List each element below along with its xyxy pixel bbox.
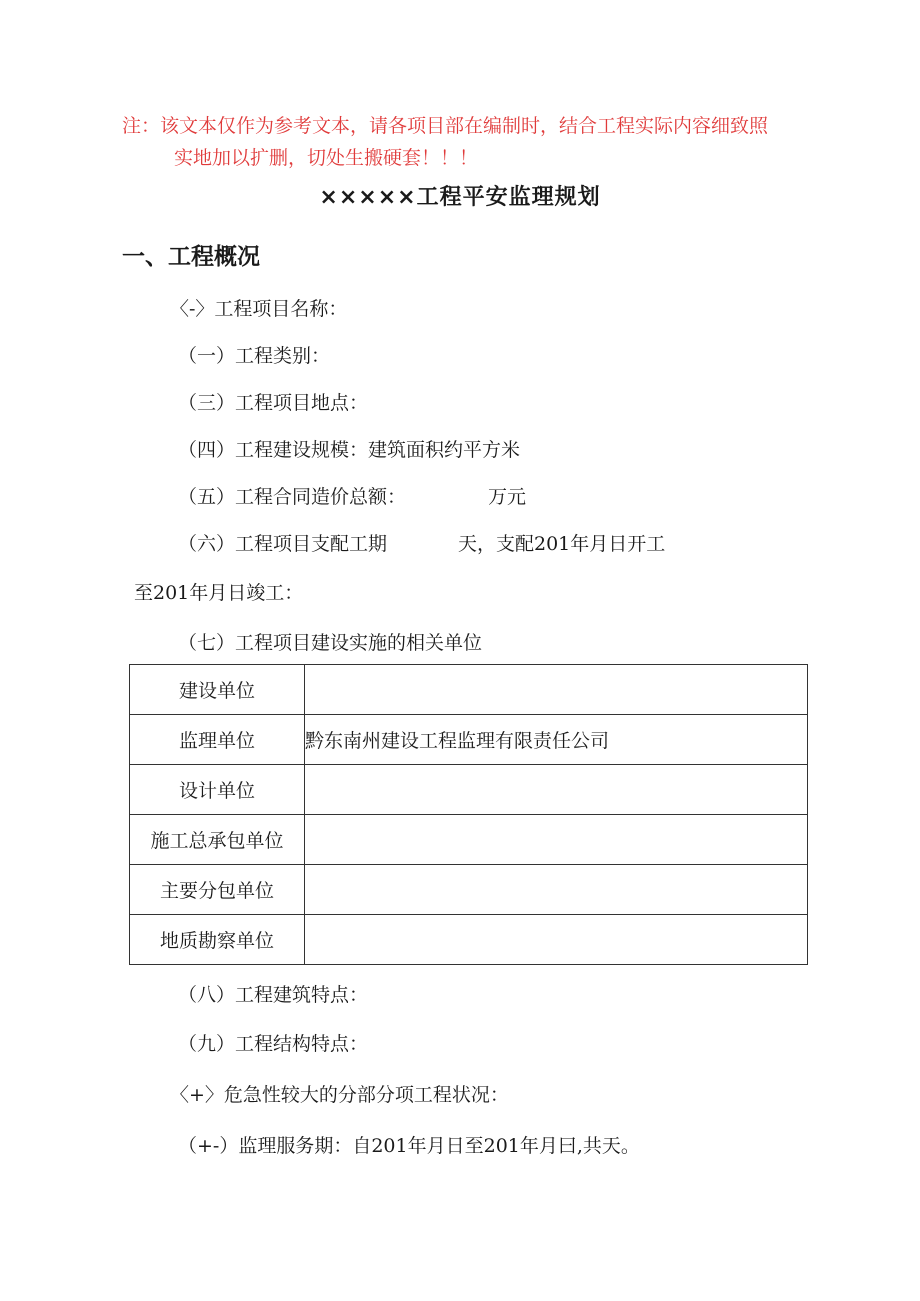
document-title: ×××××工程平安监理规划 xyxy=(319,185,601,210)
table-row xyxy=(130,715,808,765)
item-schedule-label: （六）工程项目支配工期 xyxy=(178,533,388,555)
note-line-1: 注：该文本仅作为参考文本，请各项目部在编制时，结合工程实际内容细致照 xyxy=(122,115,769,137)
unit-value xyxy=(305,765,808,815)
item-related-units: （七）工程项目建设实施的相关单位 xyxy=(178,632,483,654)
item-schedule-end: 至201年月日竣工： xyxy=(134,582,304,604)
item-project-category: （一）工程类别： xyxy=(178,345,331,367)
unit-value xyxy=(305,665,808,715)
item-project-location: （三）工程项目地点： xyxy=(178,392,369,414)
unit-label: 地质勘察单位 xyxy=(130,915,305,965)
table-row xyxy=(130,765,808,815)
table-row xyxy=(130,665,808,715)
item-hazardous-works: 〈+〉危急性较大的分部分项工程状况： xyxy=(170,1084,509,1106)
unit-label: 主要分包单位 xyxy=(130,865,305,915)
item-building-features: （八）工程建筑特点： xyxy=(178,984,369,1006)
table-row xyxy=(130,815,808,865)
item-service-period: （+-）监理服务期：自201年月日至201年月曰,共天。 xyxy=(178,1135,640,1157)
related-units-table xyxy=(129,664,808,965)
unit-value: 黔东南州建设工程监理有限责任公司 xyxy=(305,715,808,765)
item-schedule-start: 天，支配201年月日开工 xyxy=(458,533,666,555)
item-construction-scale: （四）工程建设规模：建筑面积约平方米 xyxy=(178,439,521,461)
unit-label: 施工总承包单位 xyxy=(130,815,305,865)
unit-value xyxy=(305,915,808,965)
item-contract-cost-unit: 万元 xyxy=(488,486,527,508)
table-row xyxy=(130,915,808,965)
unit-label: 建设单位 xyxy=(130,665,305,715)
note-line-2: 实地加以扩删，切处生搬硬套！！！ xyxy=(174,147,479,169)
unit-value xyxy=(305,815,808,865)
item-contract-cost-label: （五）工程合同造价总额： xyxy=(178,486,407,508)
item-project-name: 〈-〉工程项目名称： xyxy=(170,298,348,320)
section-heading-overview: 一、工程概况 xyxy=(122,244,260,270)
unit-label: 设计单位 xyxy=(130,765,305,815)
unit-label: 监理单位 xyxy=(130,715,305,765)
reference-note xyxy=(122,110,822,174)
table-row xyxy=(130,865,808,915)
item-structure-features: （九）工程结构特点： xyxy=(178,1033,369,1055)
unit-value xyxy=(305,865,808,915)
